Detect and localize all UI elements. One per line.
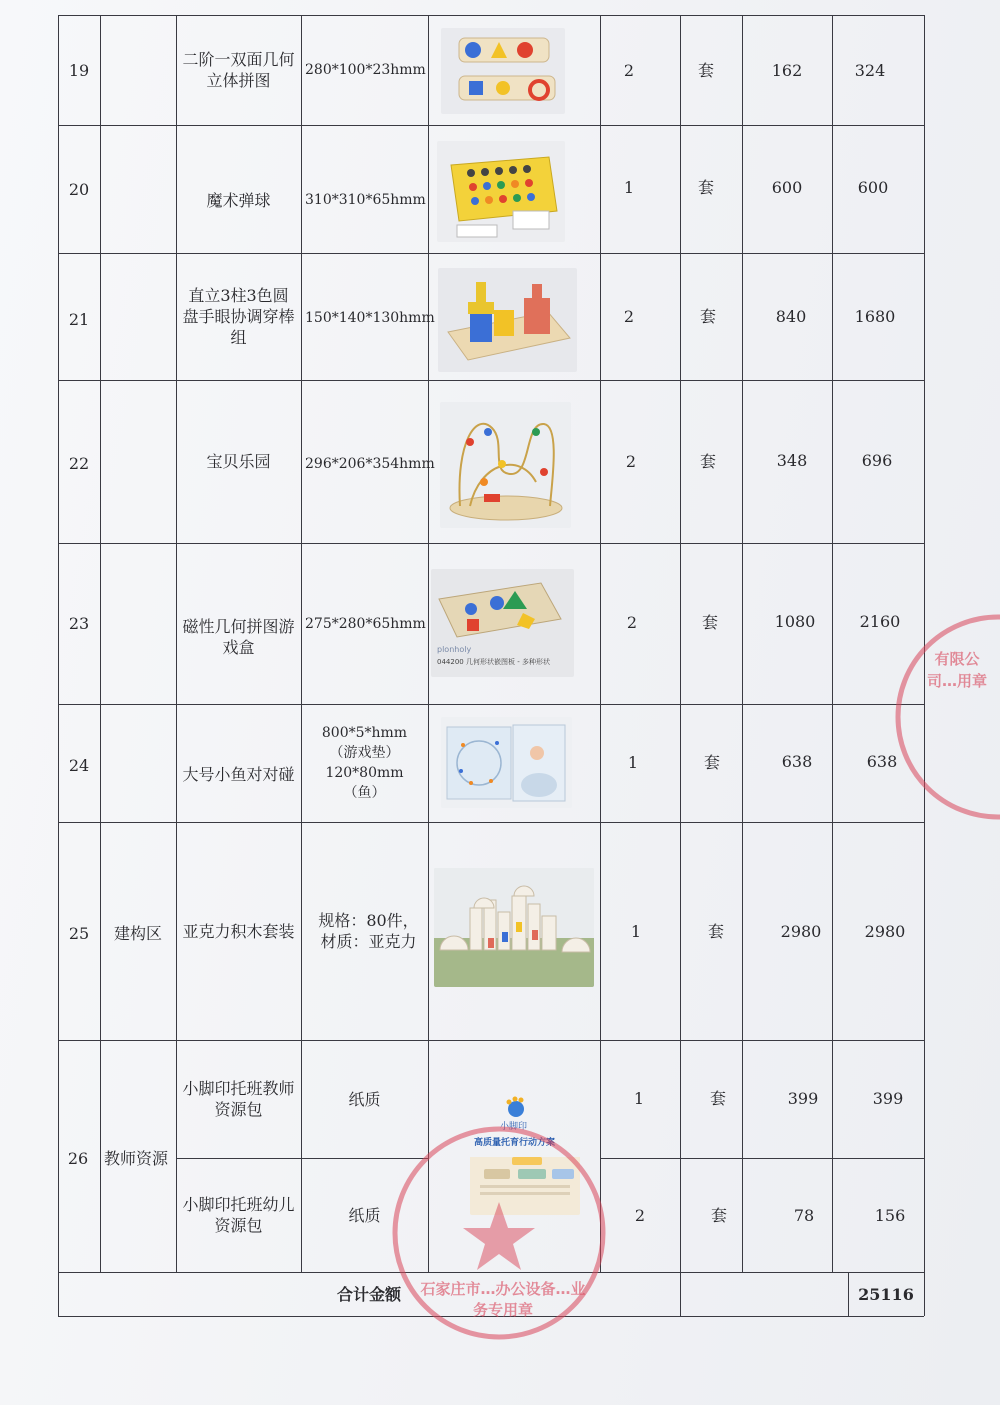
- item-price: 840: [775, 307, 807, 326]
- item-spec: 280*100*23hmm: [305, 62, 426, 78]
- item-unit: 套: [707, 921, 724, 941]
- item-name: 亚克力积木套装: [182, 921, 295, 941]
- row-number: 20: [68, 179, 90, 199]
- item-qty: 2: [623, 60, 635, 80]
- item-name: 直立3柱3色圆盘手眼协调穿棒组: [182, 286, 295, 347]
- item-spec: [301, 704, 428, 822]
- product-photo-fish-game-mat: [441, 717, 572, 808]
- total-label: 合计金额: [336, 1284, 401, 1304]
- row-number: 24: [68, 755, 90, 775]
- spec-line: （游戏垫）: [329, 745, 400, 761]
- item-price: 348: [776, 450, 808, 470]
- row-number: 22: [68, 453, 90, 473]
- product-photo-magnetic-shape-box: [431, 569, 574, 677]
- item-amount: 399: [872, 1088, 904, 1108]
- spec-line: 120*80mm: [325, 765, 404, 781]
- col-divider: [428, 15, 429, 1272]
- item-name: 小脚印托班教师资源包: [182, 1079, 295, 1119]
- photo-caption-text: 几何形状嵌图板 - 多种形状: [465, 658, 550, 666]
- item-name: 魔术弹球: [206, 190, 271, 210]
- photo-brand-text: 小脚印: [500, 1122, 528, 1132]
- item-spec: 纸质: [348, 1205, 381, 1225]
- item-qty: 2: [623, 307, 635, 326]
- product-photo-acrylic-blocks: [434, 868, 594, 987]
- item-qty: 1: [630, 921, 642, 941]
- item-spec: [301, 822, 436, 1040]
- item-spec: 纸质: [348, 1089, 381, 1109]
- item-qty: 1: [627, 752, 639, 772]
- row-number: 23: [68, 614, 90, 633]
- photo-code: 044200: [437, 658, 464, 666]
- row-number: 25: [68, 923, 90, 943]
- item-amount: 324: [854, 60, 886, 80]
- item-unit: 套: [701, 612, 718, 632]
- seal-text-main: 石家庄市…办公设备…业务专用章: [420, 1280, 586, 1319]
- spec-line: 规格：80件，: [318, 911, 419, 930]
- item-price: 600: [771, 177, 803, 197]
- item-unit: 套: [697, 60, 714, 80]
- item-qty: 2: [625, 452, 637, 471]
- item-spec: 150*140*130hmm: [305, 310, 435, 326]
- item-price: 1080: [774, 611, 816, 631]
- item-amount: 1680: [854, 307, 896, 326]
- item-qty: 1: [633, 1088, 645, 1108]
- item-unit: 套: [709, 1088, 726, 1108]
- row-number: 21: [68, 310, 90, 329]
- item-amount: 2160: [859, 611, 901, 631]
- item-price: 162: [771, 60, 803, 80]
- item-spec: 296*206*354hmm: [305, 456, 435, 472]
- total-value: 25116: [858, 1284, 914, 1304]
- item-unit: 套: [710, 1205, 727, 1225]
- item-amount: 638: [866, 751, 898, 771]
- item-qty: 2: [634, 1205, 646, 1225]
- item-price: 638: [781, 751, 813, 771]
- item-name: 宝贝乐园: [206, 452, 271, 471]
- product-photo-stacking-pegs: [438, 268, 577, 372]
- photo-brand-text: plonholy: [437, 645, 472, 654]
- item-unit: 套: [697, 177, 714, 197]
- item-amount: 2980: [864, 921, 906, 941]
- item-name: 小脚印托班幼儿资源包: [182, 1195, 295, 1235]
- item-amount: 600: [857, 177, 889, 197]
- item-price: 2980: [780, 921, 822, 941]
- item-qty: 1: [623, 177, 635, 197]
- item-amount: 156: [874, 1205, 906, 1225]
- seal-text-edge: 有限公司…用章: [926, 650, 987, 690]
- product-photo-geometry-puzzle: [441, 28, 565, 114]
- spec-line: 800*5*hmm: [321, 725, 408, 741]
- item-qty: 2: [626, 612, 638, 632]
- item-price: 78: [793, 1205, 815, 1225]
- item-price: 399: [787, 1088, 819, 1108]
- item-name: 大号小鱼对对碰: [182, 764, 295, 784]
- product-photo-bead-maze: [440, 402, 571, 528]
- item-unit: 套: [699, 452, 716, 471]
- product-photo-magic-ball: [437, 141, 565, 242]
- item-unit: 套: [699, 307, 716, 326]
- row-number: 19: [68, 60, 90, 80]
- item-name: 磁性几何拼图游戏盒: [182, 616, 295, 657]
- photo-title-text: 高质量托育行动方案: [474, 1138, 556, 1148]
- area-label: 建构区: [113, 923, 162, 943]
- item-unit: 套: [703, 752, 720, 772]
- item-spec: 310*310*65hmm: [305, 192, 426, 208]
- photo-caption: [437, 657, 550, 667]
- spec-line: 材质：亚克力: [320, 932, 417, 951]
- product-photo-resource-pack: [470, 1095, 580, 1215]
- item-name: 二阶一双面几何立体拼图: [182, 50, 295, 90]
- item-spec: 275*280*65hmm: [305, 615, 426, 632]
- item-amount: 696: [861, 450, 893, 470]
- row-number: 26: [67, 1148, 89, 1168]
- area-label: 教师资源: [103, 1148, 168, 1168]
- spec-line: （鱼）: [343, 785, 386, 801]
